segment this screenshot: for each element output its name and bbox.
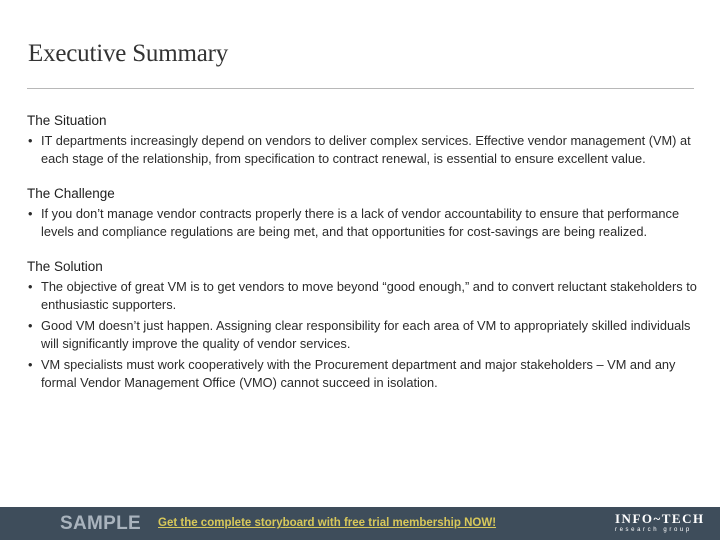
section-solution bbox=[27, 258, 697, 391]
bullet-item bbox=[27, 132, 697, 167]
bullet-item bbox=[27, 317, 697, 352]
section-situation bbox=[27, 112, 697, 167]
bullet-icon: • bbox=[28, 133, 33, 148]
bullet-icon: • bbox=[28, 206, 33, 221]
bullet-list bbox=[27, 205, 697, 240]
bullet-item bbox=[27, 278, 697, 313]
section-heading: The Situation bbox=[27, 113, 107, 128]
bullet-text: IT departments increasingly depend on vendors to deliver complex services. Effective vendor management (VM) at each stage of the relationship, from specification to contract renewal, is essential to ensure excellent value. bbox=[41, 133, 691, 166]
bullet-icon: • bbox=[28, 279, 33, 294]
bullet-icon: • bbox=[28, 357, 33, 372]
sample-label: SAMPLE bbox=[60, 513, 141, 534]
section-heading: The Solution bbox=[27, 259, 103, 274]
bullet-list bbox=[27, 278, 697, 391]
title-divider bbox=[27, 88, 694, 89]
section-heading: The Challenge bbox=[27, 186, 115, 201]
trial-membership-link[interactable]: Get the complete storyboard with free trial membership NOW! bbox=[158, 517, 497, 529]
bullet-text: VM specialists must work cooperatively with the Procurement department and major stakeholders – VM and any formal Vendor Management Office (VMO) cannot succeed in isolation. bbox=[41, 357, 676, 390]
bullet-list bbox=[27, 132, 697, 167]
bullet-text: If you don’t manage vendor contracts properly there is a lack of vendor accountability to ensure that performance levels and compliance regulations are being met, and that opportunities for cost-savings are being realized. bbox=[41, 206, 680, 239]
section-challenge bbox=[27, 185, 697, 240]
page-title: Executive Summary bbox=[28, 40, 229, 67]
brand-name: INFO~TECH bbox=[615, 511, 705, 526]
bullet-item bbox=[27, 356, 697, 391]
bullet-text: Good VM doesn’t just happen. Assigning clear responsibility for each area of VM to appropriately skilled individuals will significantly improve the quality of vendor services. bbox=[41, 318, 691, 351]
bullet-text: The objective of great VM is to get vendors to move beyond “good enough,” and to convert reluctant stakeholders to enthusiastic supporters. bbox=[41, 279, 697, 312]
brand-tagline: research group bbox=[615, 527, 692, 533]
bullet-icon: • bbox=[28, 318, 33, 333]
summary-content bbox=[27, 112, 697, 409]
info-tech-logo bbox=[615, 512, 705, 536]
bullet-item bbox=[27, 205, 697, 240]
footer-banner bbox=[0, 507, 720, 540]
